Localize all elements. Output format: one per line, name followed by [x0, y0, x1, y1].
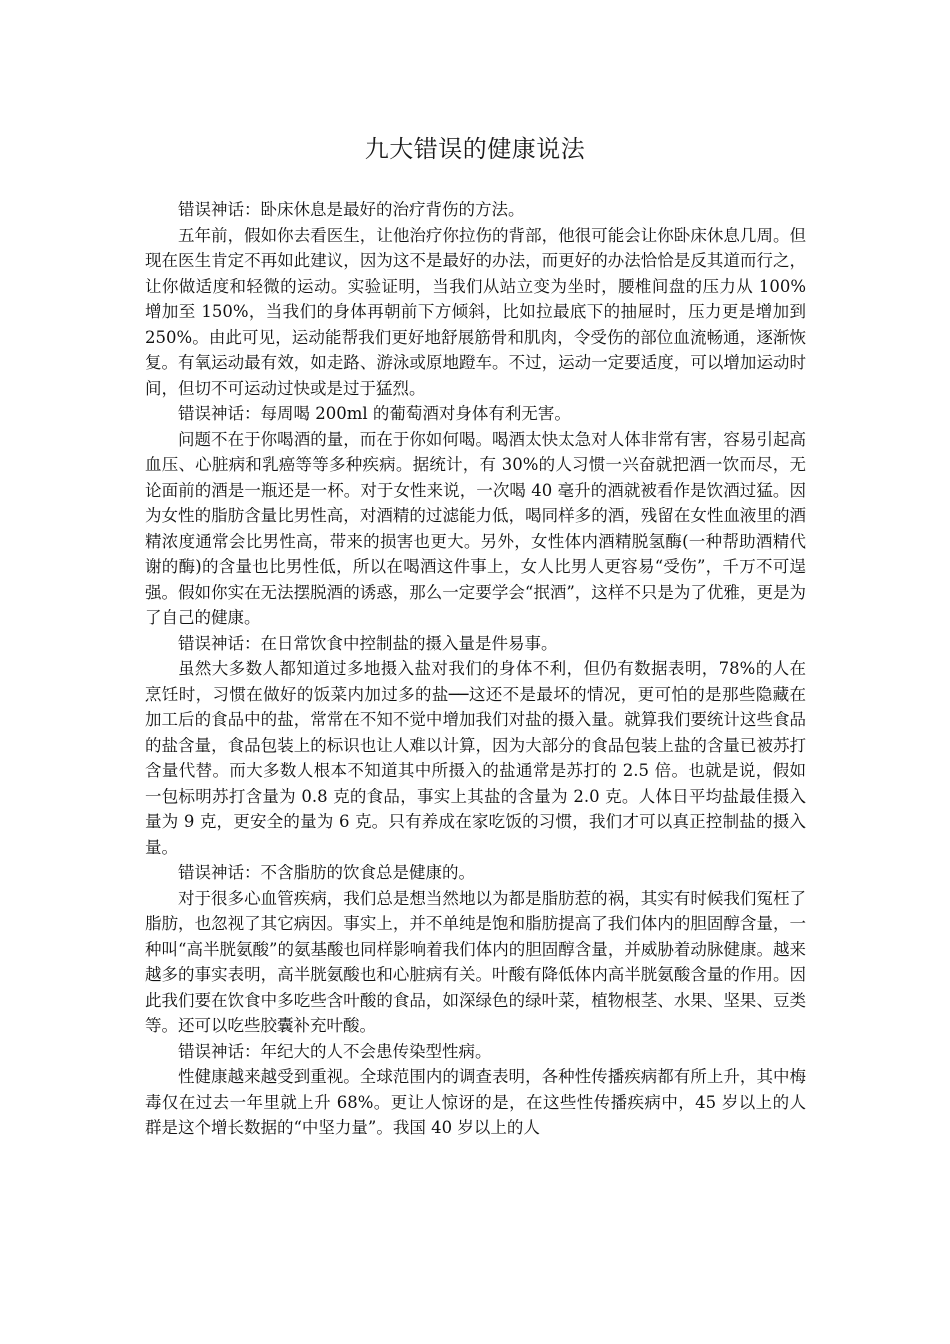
paragraph-body-1: 五年前，假如你去看医生，让他治疗你拉伤的背部，他很可能会让你卧床休息几周。但现在医生肯定不再如此建议，因为这不是最好的办法，而更好的办法恰恰是反其道而行之，让你做适度和轻微的运动。实验证明，当我们从站立变为坐时，腰椎间盘的压力从 100%增加至 150%，当我们的身体再朝前下方倾斜，比如拉最底下的抽屉时，压力更是增加到 250%。由此可见，运动能帮我们更好地舒展筋骨和肌肉，令受伤的部位血流畅通，逐渐恢复。有氧运动最有效，如走路、游泳或原地蹬车。不过，运动一定要适度，可以增加运动时间，但切不可运动过快或是过于猛烈。 — [145, 225, 806, 398]
paragraph-myth-2: 错误神话：每周喝 200ml 的葡萄酒对身体有利无害。 — [178, 404, 571, 423]
document-title: 九大错误的健康说法 — [364, 135, 586, 163]
paragraph-myth-5: 错误神话：年纪大的人不会患传染型性病。 — [178, 1041, 492, 1061]
document-body — [145, 197, 806, 1141]
paragraph-body-3: 虽然大多数人都知道过多地摄入盐对我们的身体不利，但仍有数据表明，78%的人在烹饪时，习惯在做好的饭菜内加过多的盐──这还不是最坏的情况，更可怕的是那些隐藏在加工后的食品中的盐，常常在不知不觉中增加我们对盐的摄入量。就算我们要统计这些食品的盐含量，食品包装上的标识也让人难以计算，因为大部分的食品包装上盐的含量已被苏打含量代替。而大多数人根本不知道其中所摄入的盐通常是苏打的 2.5 倍。也就是说，假如一包标明苏打含量为 0.8 克的食品，事实上其盐的含量为 2.0 克。人体日平均盐最佳摄入量为 9 克，更安全的量为 6 克。只有养成在家吃饭的习惯，我们才可以真正控制盐的摄入量。 — [145, 659, 806, 857]
paragraph-body-4: 对于很多心血管疾病，我们总是想当然地以为都是脂肪惹的祸，其实有时候我们冤枉了脂肪，也忽视了其它病因。事实上，并不单纯是饱和脂肪提高了我们体内的胆固醇含量，一种叫“高半胱氨酸”的氨基酸也同样影响着我们体内的胆固醇含量，并威胁着动脉健康。越来越多的事实表明，高半胱氨酸也和心脏病有关。叶酸有降低体内高半胱氨酸含量的作用。因此我们要在饮食中多吃些含叶酸的食品，如深绿色的绿叶菜，植物根茎、水果、坚果、豆类等。还可以吃些胶囊补充叶酸。 — [145, 888, 806, 1035]
paragraph-myth-3: 错误神话：在日常饮食中控制盐的摄入量是件易事。 — [178, 633, 558, 653]
paragraph-body-5: 性健康越来越受到重视。全球范围内的调查表明，各种性传播疾病都有所上升，其中梅毒仅在过去一年里就上升 68%。更让人惊讶的是，在这些性传播疾病中，45 岁以上的人群是这个增长数据的“中坚力量”。我国 40 岁以上的人 — [145, 1067, 806, 1137]
paragraph-myth-1: 错误神话：卧床休息是最好的治疗背伤的方法。 — [178, 200, 525, 219]
paragraph-myth-4: 错误神话：不含脂肪的饮食总是健康的。 — [178, 863, 475, 882]
paragraph-body-2: 问题不在于你喝酒的量，而在于你如何喝。喝酒太快太急对人体非常有害，容易引起高血压、心脏病和乳癌等等多种疾病。据统计，有 30%的人习惯一兴奋就把酒一饮而尽，无论面前的酒是一瓶还是一杯。对于女性来说，一次喝 40 毫升的酒就被看作是饮酒过猛。因为女性的脂肪含量比男性高，对酒精的过滤能力低，喝同样多的酒，残留在女性血液里的酒精浓度通常会比男性高，带来的损害也更大。另外，女性体内酒精脱氢酶(一种帮助酒精代谢的酶)的含量也比男性低，所以在喝酒这件事上，女人比男人更容易“受伤”，千万不可逞强。假如你实在无法摆脱酒的诱惑，那么一定要学会“抿酒”，这样不只是为了优雅，更是为了自己的健康。 — [145, 429, 806, 627]
